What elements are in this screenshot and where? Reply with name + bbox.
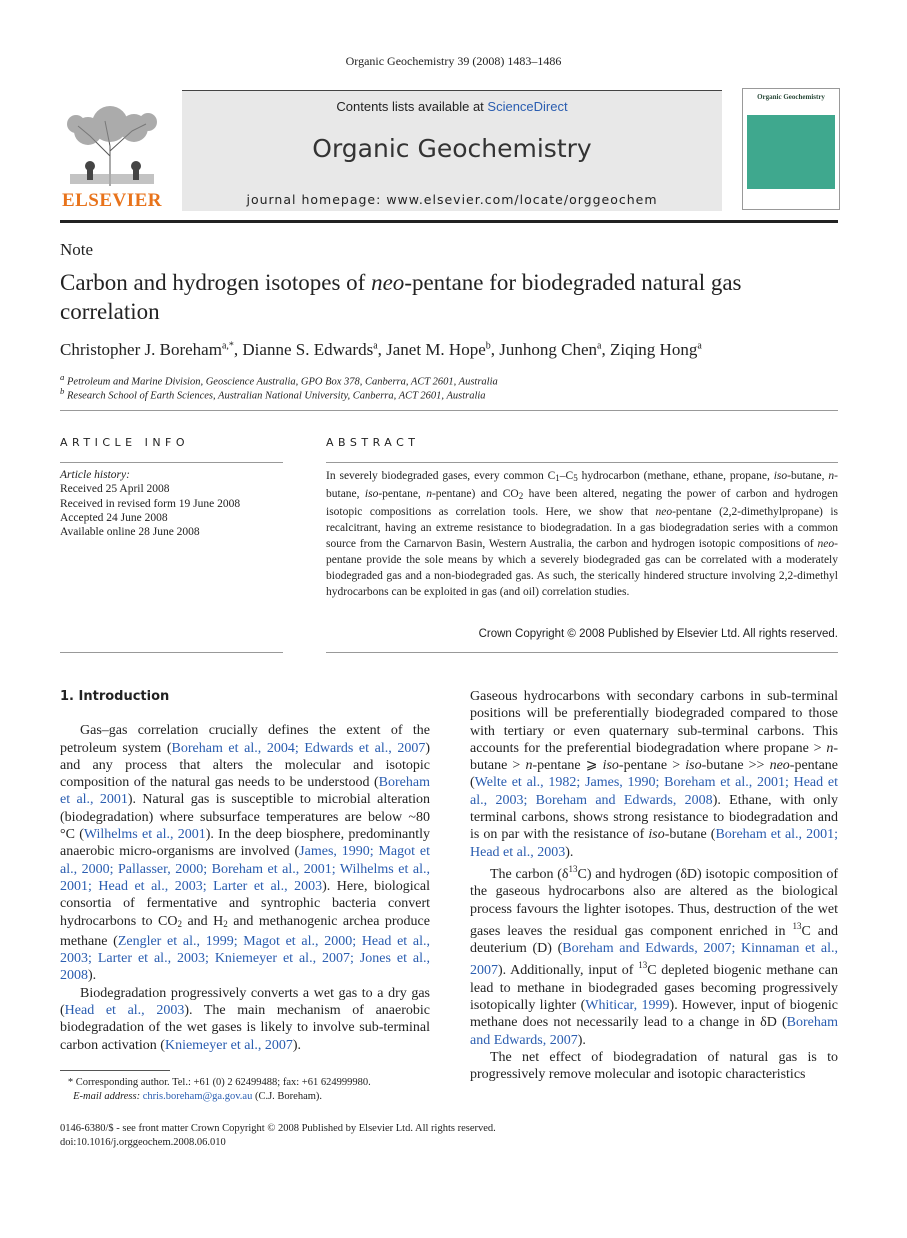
author-list: Christopher J. Boreham$^{a,*}$, Dianne S. Edwards$^a$, Janet M. Hope$^b$, Junhong Chen$^a$, Ziqing Hong$^a$ bbox=[60, 340, 702, 359]
contents-line bbox=[182, 99, 722, 114]
homepage-prefix: journal homepage: bbox=[246, 192, 387, 207]
journal-title: Organic Geochemistry bbox=[312, 134, 592, 163]
abstract-rule bbox=[326, 462, 838, 463]
article-info-heading: ARTICLE INFO bbox=[60, 436, 190, 449]
corresponding-author-footnote: * Corresponding author. Tel.: +61 (0) 2 62499488; fax: +61 624999980. E-mail address: chris.boreham@ga.gov.au (C.J. Boreham). bbox=[60, 1077, 371, 1102]
homepage-url-link[interactable]: www.elsevier.com/locate/orggeochem bbox=[386, 192, 658, 207]
author-name[interactable]: Junhong Chen bbox=[499, 340, 598, 359]
abstract-text: In severely biodegraded gases, every common $C_1-C_5$ hydrocarbon (methane, ethane, propane, iso-butane, n-butane, iso-pentane, n-pentane) and $CO_2$ have been altered, negating the power of carbon and hydrogen isotopic compositions as correlation tools. Here, we show that neo-pentane (2,2-dimethylpropane) is recalcitrant, having an extreme resistance to biodegradation. In a gas biodegradation series with a common source from the Carnarvon Basin, Western Australia, the carbon and hydrogen isotopic compositions of neo-pentane provide the sole means by which a severely biodegraded gas can be correlated with a moderately biodegraded gas and a non-biodegraded gas. As such, the sterically hindered structure involving 2,2-dimethyl hydrocarbons can be exploited in gas (and oil) correlation studies. bbox=[326, 470, 838, 598]
abstract-bottom-rule bbox=[326, 652, 838, 653]
author-name[interactable]: Ziqing Hong bbox=[609, 340, 698, 359]
body-paragraph: Gaseous hydrocarbons with secondary carbons in sub-terminal positions will be preferentially biodegraded compared to those with tertiary or even quaternary sub-terminal carbons. This accounts for the preferential biodegradation where propane > n-butane > n-pentane ⩾ iso-pentane > iso-butane >> neo-pentane (Welte et al., 1982; James, 1990; Boreham et al., 2001; Head et al., 2003; Boreham and Edwards, 2008). Ethane, with only terminal carbons, shows strong resistance to biodegradation and is on par with the resistance of iso-butane (Boreham et al., 2001; Head et al., 2003). bbox=[470, 689, 838, 860]
footnote-rule bbox=[60, 1070, 170, 1071]
section-heading-introduction: 1. Introduction bbox=[60, 689, 170, 704]
front-matter-footer bbox=[60, 1122, 496, 1150]
email-link[interactable]: chris.boreham@ga.gov.au bbox=[142, 1091, 253, 1102]
abstract-copyright: Crown Copyright © 2008 Published by Elsevier Ltd. All rights reserved. bbox=[478, 628, 838, 640]
history-accepted: Accepted 24 June 2008 bbox=[60, 511, 168, 524]
affiliation-rule bbox=[60, 410, 838, 411]
contents-prefix: Contents lists available at bbox=[336, 99, 488, 114]
doi-line: doi:10.1016/j.orggeochem.2008.06.010 bbox=[60, 1137, 226, 1148]
history-revised: Received in revised form 19 June 2008 bbox=[60, 497, 241, 510]
sciencedirect-link[interactable]: ScienceDirect bbox=[487, 99, 568, 114]
author-name[interactable]: Dianne S. Edwards bbox=[242, 340, 374, 359]
history-received: Received 25 April 2008 bbox=[60, 483, 170, 496]
journal-homepage bbox=[182, 192, 722, 207]
article-title: Carbon and hydrogen isotopes of neo-pentane for biodegraded natural gas correlation bbox=[60, 270, 742, 324]
article-type: Note bbox=[60, 240, 94, 259]
article-info-bottom-rule bbox=[60, 652, 283, 653]
body-paragraph: The carbon $(\delta^{13}C)$ and hydrogen (δD) isotopic composition of the gaseous hydrocarbons also are altered as the biological process favours the lighter isotopes. Thus, destruction of the wet gases leaves the residual gas component enriched in $^{13}$C and deuterium (D) (Boreham and Edwards, 2007; Kinnaman et al., 2007). Additionally, input of $^{13}$C depleted biogenic methane can lead to methane in biodegraded gases becoming progressively isotopically lighter (Whiticar, 1999). However, input of biogenic methane does not necessarily lead to a change in δD (Boreham and Edwards, 2007). bbox=[470, 863, 839, 1048]
body-paragraph: Biodegradation progressively converts a wet gas to a dry gas (Head et al., 2003). The main mechanism of anaerobic biodegradation of the wet gases is likely to involve sub-terminal carbon activation (Kniemeyer et al., 2007). bbox=[60, 985, 430, 1053]
author-name[interactable]: Christopher J. Boreham bbox=[60, 340, 222, 359]
affiliation-a: $^a$ Petroleum and Marine Division, Geoscience Australia, GPO Box 378, Canberra, ACT 2601, Australia bbox=[60, 372, 498, 388]
history-online: Available online 28 June 2008 bbox=[60, 526, 200, 539]
cover-title: Organic Geochemistry bbox=[747, 93, 835, 115]
journal-cover-thumbnail bbox=[742, 88, 840, 210]
article-history bbox=[60, 468, 240, 539]
body-column-right bbox=[470, 688, 838, 1084]
history-label: Article history: bbox=[60, 469, 130, 481]
affiliation-b: $^b$ Research School of Earth Sciences, Australian National University, Canberra, ACT 2601, Australia bbox=[60, 386, 486, 402]
body-column-left bbox=[60, 688, 430, 1054]
elsevier-wordmark: ELSEVIER bbox=[61, 190, 163, 211]
body-paragraph: Gas–gas correlation crucially defines the extent of the petroleum system (Boreham et al., 2004; Edwards et al., 2007) and any process that alters the molecular and isotopic composition of the natural gas needs to be understood (Boreham et al., 2001). Natural gas is susceptible to microbial alteration (biodegradation) where subsurface temperatures are below ~80 °C (Wilhelms et al., 2001). In the deep biosphere, predominantly anaerobic micro-organisms are involved (James, 1990; Magot et al., 2000; Pallasser, 2000; Boreham et al., 2001; Wilhelms et al., 2001; Head et al., 2003; Larter et al., 2003). Here, biological consortia of fermentative and syntrophic bacteria convert hydrocarbons to $CO_2$ and $H_2$ and methanogenic archea produce methane (Zengler et al., 1999; Magot et al., 2000; Head et al., 2003; Larter et al., 2003; Kniemeyer et al., 2007; Jones et al., 2008). bbox=[60, 723, 430, 984]
journal-citation: Organic Geochemistry 39 (2008) 1483–1486 bbox=[345, 54, 562, 68]
body-paragraph: The net effect of biodegradation of natural gas is to progressively remove molecular and isotopic characteristics bbox=[470, 1049, 838, 1083]
issn-line: 0146-6380/$ - see front matter Crown Copyright © 2008 Published by Elsevier Ltd. All rights reserved. bbox=[60, 1123, 496, 1134]
author-name[interactable]: Janet M. Hope bbox=[386, 340, 486, 359]
abstract-heading: ABSTRACT bbox=[326, 436, 420, 449]
header-rule bbox=[60, 220, 838, 223]
article-info-rule bbox=[60, 462, 283, 463]
